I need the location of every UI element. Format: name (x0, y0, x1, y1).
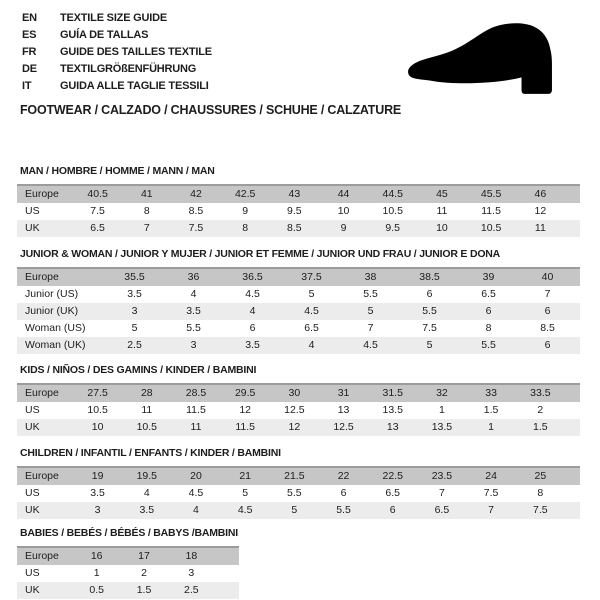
table-block (17, 165, 580, 237)
filler-cell (565, 402, 580, 419)
size-cell: 1 (93, 567, 100, 579)
filler-cell (565, 185, 580, 203)
table-row (17, 485, 580, 502)
row-label: Woman (UK) (17, 337, 105, 354)
size-cell: 6 (249, 322, 256, 334)
size-table (17, 267, 580, 354)
size-cell: 4 (282, 337, 341, 354)
size-cell: 13 (368, 419, 417, 436)
filler-cell (565, 419, 580, 436)
size-cell: 12 (270, 419, 319, 436)
size-cell: 29.5 (221, 384, 270, 402)
size-cell: 1.5 (516, 419, 565, 436)
size-cell: 6.5 (385, 487, 401, 499)
filler-cell (565, 384, 580, 402)
size-cell: 12.5 (284, 404, 305, 416)
size-cell: 8.5 (270, 220, 319, 237)
size-table (17, 184, 580, 237)
table-title: BABIES / BEBÉS / BÉBÉS / BABYS /BAMBINI (20, 527, 238, 539)
size-table (17, 466, 580, 519)
size-cell: 12 (534, 205, 547, 217)
size-cell: 39 (459, 268, 518, 286)
size-cell: 17 (120, 547, 167, 565)
size-cell: 10 (337, 205, 350, 217)
row-label: Europe (17, 547, 73, 565)
size-cell: 4.5 (221, 502, 270, 519)
size-cell: 5.5 (400, 303, 459, 320)
size-cell: 0.5 (73, 582, 120, 599)
size-cell: 4 (190, 288, 197, 300)
filler-cell (577, 286, 580, 303)
size-cell: 5 (131, 322, 138, 334)
size-cell: 3.5 (223, 337, 282, 354)
row-label: US (25, 567, 40, 579)
size-cell: 19.5 (122, 467, 171, 485)
filler-cell (565, 203, 580, 220)
size-cell: 43 (270, 185, 319, 203)
size-cell: 4.5 (188, 487, 204, 499)
size-cell: 3 (188, 567, 195, 579)
language-label: GUIDE DES TAILLES TEXTILE (60, 46, 212, 58)
size-cell: 8 (537, 487, 544, 499)
table-row (17, 185, 580, 203)
size-cell: 11.5 (221, 419, 270, 436)
size-cell: 7.5 (516, 502, 565, 519)
size-cell: 9 (319, 220, 368, 237)
size-cell: 41 (122, 185, 171, 203)
row-label: Junior (UK) (17, 303, 105, 320)
size-cell: 22.5 (368, 467, 417, 485)
table-row (17, 502, 580, 519)
size-cell: 4 (171, 502, 220, 519)
size-cell: 4.5 (341, 337, 400, 354)
size-cell: 6.5 (481, 288, 496, 300)
language-list (22, 10, 212, 95)
size-cell: 13.5 (382, 404, 403, 416)
size-cell: 12 (239, 404, 251, 416)
size-cell: 3 (73, 502, 122, 519)
size-cell: 44.5 (368, 185, 417, 203)
table-row (17, 582, 239, 599)
size-cell: 13.5 (417, 419, 466, 436)
language-row (22, 44, 212, 61)
size-cell: 28 (122, 384, 171, 402)
size-cell: 40.5 (73, 185, 122, 203)
size-cell: 5.5 (186, 322, 201, 334)
size-cell: 5.5 (363, 288, 378, 300)
shoe-icon (393, 20, 577, 100)
size-cell: 7.5 (90, 205, 105, 217)
filler-cell (565, 220, 580, 237)
size-cell: 36 (164, 268, 223, 286)
row-label: Europe (17, 268, 105, 286)
size-cell: 38 (341, 268, 400, 286)
size-cell: 18 (168, 547, 215, 565)
size-cell: 1.5 (120, 582, 167, 599)
table-row (17, 384, 580, 402)
size-cell: 7 (122, 220, 171, 237)
size-cell: 38.5 (400, 268, 459, 286)
size-cell: 1 (438, 404, 445, 416)
language-label: TEXTILGRÖßENFÜHRUNG (60, 63, 197, 75)
size-cell: 7.5 (422, 322, 437, 334)
size-cell: 45 (417, 185, 466, 203)
size-cell: 3.5 (122, 502, 171, 519)
size-cell: 44 (319, 185, 368, 203)
table-title: CHILDREN / INFANTIL / ENFANTS / KINDER / BAMBINI (20, 447, 281, 459)
size-cell: 25 (516, 467, 565, 485)
size-cell: 21.5 (270, 467, 319, 485)
row-label: UK (17, 419, 73, 436)
table-row (17, 565, 239, 582)
row-label: UK (17, 220, 73, 237)
size-cell: 6 (368, 502, 417, 519)
filler-cell (577, 268, 580, 286)
table-row (17, 337, 580, 354)
table-row (17, 303, 580, 320)
language-row (22, 61, 212, 78)
size-cell: 23.5 (417, 467, 466, 485)
language-row (22, 27, 212, 44)
size-cell: 7 (438, 487, 445, 499)
table-title: KIDS / NIÑOS / DES GAMINS / KINDER / BAMBINI (20, 364, 257, 376)
table-block (17, 527, 239, 599)
row-label: UK (17, 502, 73, 519)
language-code: IT (22, 80, 32, 92)
size-cell: 5 (242, 487, 249, 499)
table-row (17, 286, 580, 303)
size-cell: 42 (171, 185, 220, 203)
size-cell: 3.5 (164, 303, 223, 320)
size-cell: 7 (467, 502, 516, 519)
size-cell: 2.5 (105, 337, 164, 354)
size-cell: 8.5 (188, 205, 204, 217)
table-title: MAN / HOMBRE / HOMME / MANN / MAN (20, 165, 215, 177)
size-cell: 6.5 (304, 322, 319, 334)
size-cell: 33.5 (516, 384, 565, 402)
size-cell: 8 (143, 205, 150, 217)
size-cell: 11 (516, 220, 565, 237)
size-cell: 9.5 (287, 205, 302, 217)
language-code: FR (22, 46, 37, 58)
size-cell: 6 (340, 487, 347, 499)
row-label: Junior (US) (25, 288, 79, 300)
row-label: Europe (17, 185, 73, 203)
filler-cell (215, 582, 239, 599)
size-cell: 30 (270, 384, 319, 402)
row-label: US (25, 205, 40, 217)
table-row (17, 320, 580, 337)
language-label: TEXTILE SIZE GUIDE (60, 12, 168, 24)
row-label: Europe (17, 467, 73, 485)
size-cell: 1.5 (483, 404, 499, 416)
size-cell: 11 (141, 404, 153, 416)
size-cell: 5 (270, 502, 319, 519)
size-cell: 3 (164, 337, 223, 354)
size-cell: 5.5 (459, 337, 518, 354)
size-table (17, 383, 580, 436)
size-cell: 3.5 (127, 288, 142, 300)
size-cell: 27.5 (73, 384, 122, 402)
size-cell: 2 (537, 404, 544, 416)
size-cell: 7 (544, 288, 551, 300)
size-cell: 4 (223, 303, 282, 320)
size-cell: 9.5 (368, 220, 417, 237)
size-cell: 5 (341, 303, 400, 320)
size-cell: 11 (436, 205, 448, 217)
size-cell: 20 (171, 467, 220, 485)
size-cell: 4 (143, 487, 150, 499)
size-table (17, 546, 239, 599)
size-cell: 8 (221, 220, 270, 237)
size-cell: 5 (400, 337, 459, 354)
size-cell: 42.5 (221, 185, 270, 203)
table-block (17, 447, 580, 519)
size-cell: 35.5 (105, 268, 164, 286)
size-cell: 6 (459, 303, 518, 320)
size-cell: 16 (73, 547, 120, 565)
size-cell: 6.5 (417, 502, 466, 519)
language-row (22, 10, 212, 27)
size-cell: 6 (426, 288, 433, 300)
size-cell: 24 (467, 467, 516, 485)
table-row (17, 220, 580, 237)
filler-cell (565, 467, 580, 485)
table-title: JUNIOR & WOMAN / JUNIOR Y MUJER / JUNIOR ET FEMME / JUNIOR UND FRAU / JUNIOR E DONA (20, 248, 501, 260)
size-cell: 5.5 (287, 487, 302, 499)
language-label: GUIDA ALLE TAGLIE TESSILI (60, 80, 209, 92)
size-cell: 1 (467, 419, 516, 436)
language-code: ES (22, 29, 37, 41)
size-cell: 11.5 (481, 205, 501, 217)
table-row (17, 547, 239, 565)
size-cell: 21 (221, 467, 270, 485)
size-cell: 12.5 (319, 419, 368, 436)
table-row (17, 402, 580, 419)
size-cell: 13 (337, 404, 350, 416)
filler-cell (577, 303, 580, 320)
size-cell: 28.5 (171, 384, 220, 402)
size-cell: 11 (171, 419, 220, 436)
size-cell: 32 (417, 384, 466, 402)
filler-cell (215, 565, 239, 582)
size-cell: 10.5 (122, 419, 171, 436)
language-row (22, 78, 212, 95)
table-block (17, 248, 580, 354)
size-cell: 45.5 (467, 185, 516, 203)
size-cell: 33 (467, 384, 516, 402)
size-cell: 36.5 (223, 268, 282, 286)
size-cell: 5 (308, 288, 315, 300)
size-cell: 46 (516, 185, 565, 203)
size-cell: 31 (319, 384, 368, 402)
size-cell: 6.5 (73, 220, 122, 237)
table-row (17, 268, 580, 286)
row-label: Europe (17, 384, 73, 402)
size-cell: 3 (105, 303, 164, 320)
size-cell: 7 (367, 322, 374, 334)
size-cell: 22 (319, 467, 368, 485)
size-cell: 3.5 (90, 487, 105, 499)
size-cell: 37.5 (282, 268, 341, 286)
language-code: DE (22, 63, 37, 75)
filler-cell (565, 502, 580, 519)
size-cell: 8.5 (540, 322, 555, 334)
size-cell: 40 (518, 268, 577, 286)
size-cell: 6 (518, 337, 577, 354)
language-code: EN (22, 12, 37, 24)
row-label: Woman (US) (25, 322, 86, 334)
language-label: GUÍA DE TALLAS (60, 29, 149, 41)
size-cell: 19 (73, 467, 122, 485)
size-cell: 10.5 (87, 404, 108, 416)
filler-cell (215, 547, 239, 565)
size-cell: 10 (73, 419, 122, 436)
filler-cell (577, 320, 580, 337)
size-cell: 6 (518, 303, 577, 320)
size-cell: 9 (242, 205, 249, 217)
size-cell: 8 (485, 322, 492, 334)
table-row (17, 419, 580, 436)
size-cell: 4.5 (282, 303, 341, 320)
size-cell: 2.5 (168, 582, 215, 599)
size-cell: 10.5 (382, 205, 403, 217)
table-row (17, 467, 580, 485)
size-cell: 11.5 (186, 404, 206, 416)
table-row (17, 203, 580, 220)
filler-cell (577, 337, 580, 354)
size-cell: 7.5 (483, 487, 499, 499)
size-cell: 2 (141, 567, 147, 579)
size-cell: 4.5 (245, 288, 260, 300)
size-cell: 5.5 (319, 502, 368, 519)
size-cell: 7.5 (171, 220, 220, 237)
category-title: FOOTWEAR / CALZADO / CHAUSSURES / SCHUHE / CALZATURE (20, 103, 402, 117)
size-cell: 10 (417, 220, 466, 237)
size-cell: 10.5 (467, 220, 516, 237)
table-block (17, 364, 580, 436)
row-label: UK (17, 582, 73, 599)
filler-cell (565, 485, 580, 502)
row-label: US (25, 487, 40, 499)
size-cell: 31.5 (368, 384, 417, 402)
row-label: US (25, 404, 40, 416)
